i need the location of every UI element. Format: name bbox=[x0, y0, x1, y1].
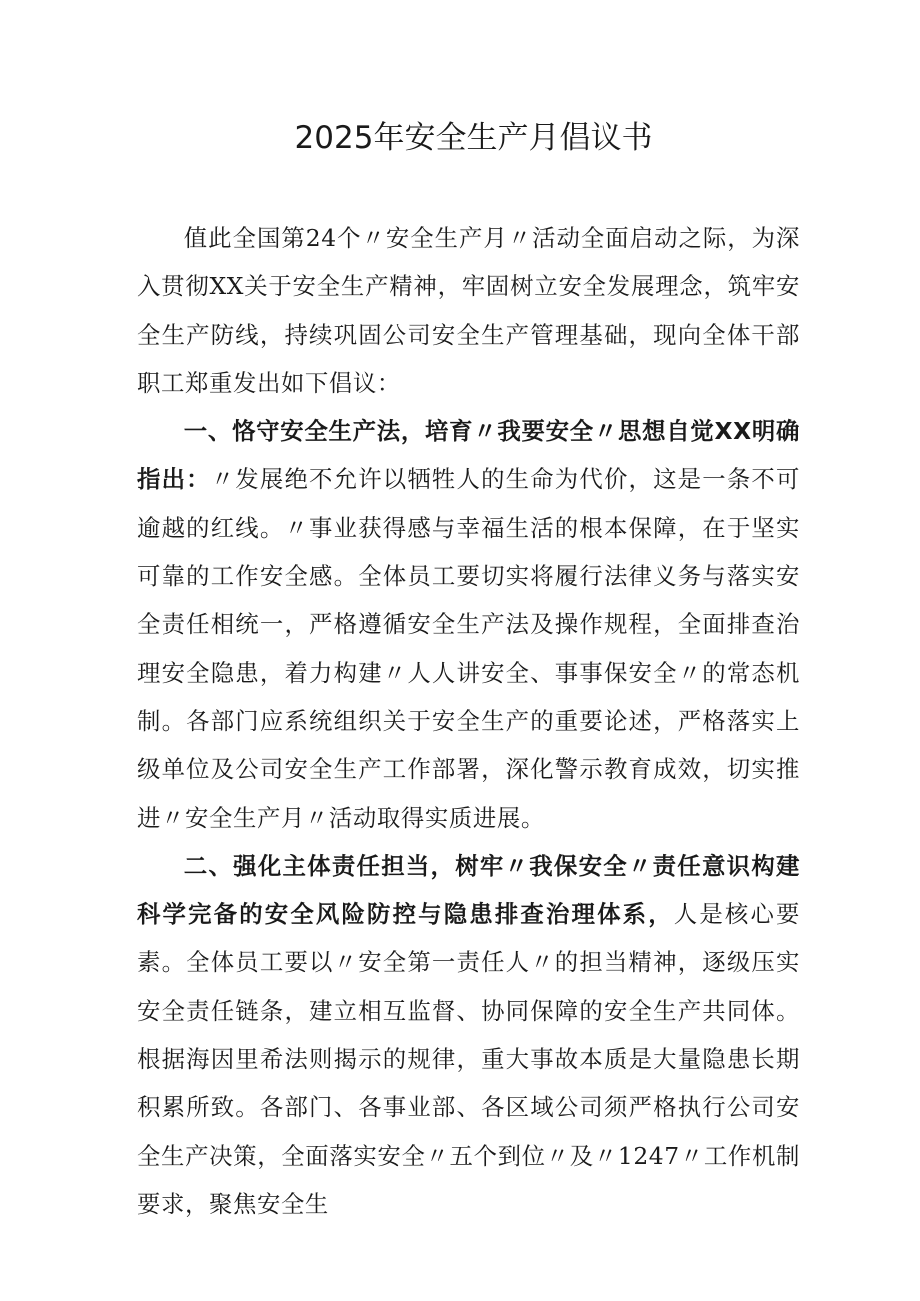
paragraph-intro-text: 值此全国第24个〃安全生产月〃活动全面启动之际，为深入贯彻XX关于安全生产精神，牢固树立安全发展理念，筑牢安全生产防线，持续巩固公司安全生产管理基础，现向全体干部职工郑重发出如下倡议： bbox=[137, 224, 800, 397]
section-one-text: 〃发展绝不允许以牺牲人的生命为代价，这是一条不可逾越的红线。〃事业获得感与幸福生活的根本保障，在于坚实可靠的工作安全感。全体员工要切实将履行法律义务与落实安全责任相统一，严格遵循安全生产法及操作规程，全面排查治理安全隐患，着力构建〃人人讲安全、事事保安全〃的常态机制。各部门应系统组织关于安全生产的重要论述，严格落实上级单位及公司安全生产工作部署，深化警示教育成效，切实推进〃安全生产月〃活动取得实质进展。 bbox=[137, 465, 800, 832]
section-one-heading: 一、恪守安全生产法，培育〃我要安全〃思想自觉XX明确指出： bbox=[137, 417, 800, 494]
paragraph-section-one bbox=[137, 407, 800, 842]
paragraph-intro bbox=[137, 214, 800, 407]
paragraph-section-two bbox=[137, 842, 800, 1228]
document-body bbox=[137, 214, 800, 1228]
document-title: 2025年安全生产月倡议书 bbox=[294, 120, 653, 156]
section-two-heading: 二、强化主体责任担当，树牢〃我保安全〃责任意识构建科学完备的安全风险防控与隐患排查治理体系， bbox=[137, 851, 800, 929]
section-two-text: 人是核心要素。全体员工要以〃安全第一责任人〃的担当精神，逐级压实安全责任链条，建立相互监督、协同保障的安全生产共同体。根据海因里希法则揭示的规律，重大事故本质是大量隐患长期积累所致。各部门、各事业部、各区域公司须严格执行公司安全生产决策，全面落实安全〃五个到位〃及〃1247〃工作机制要求，聚焦安全生 bbox=[137, 900, 800, 1218]
